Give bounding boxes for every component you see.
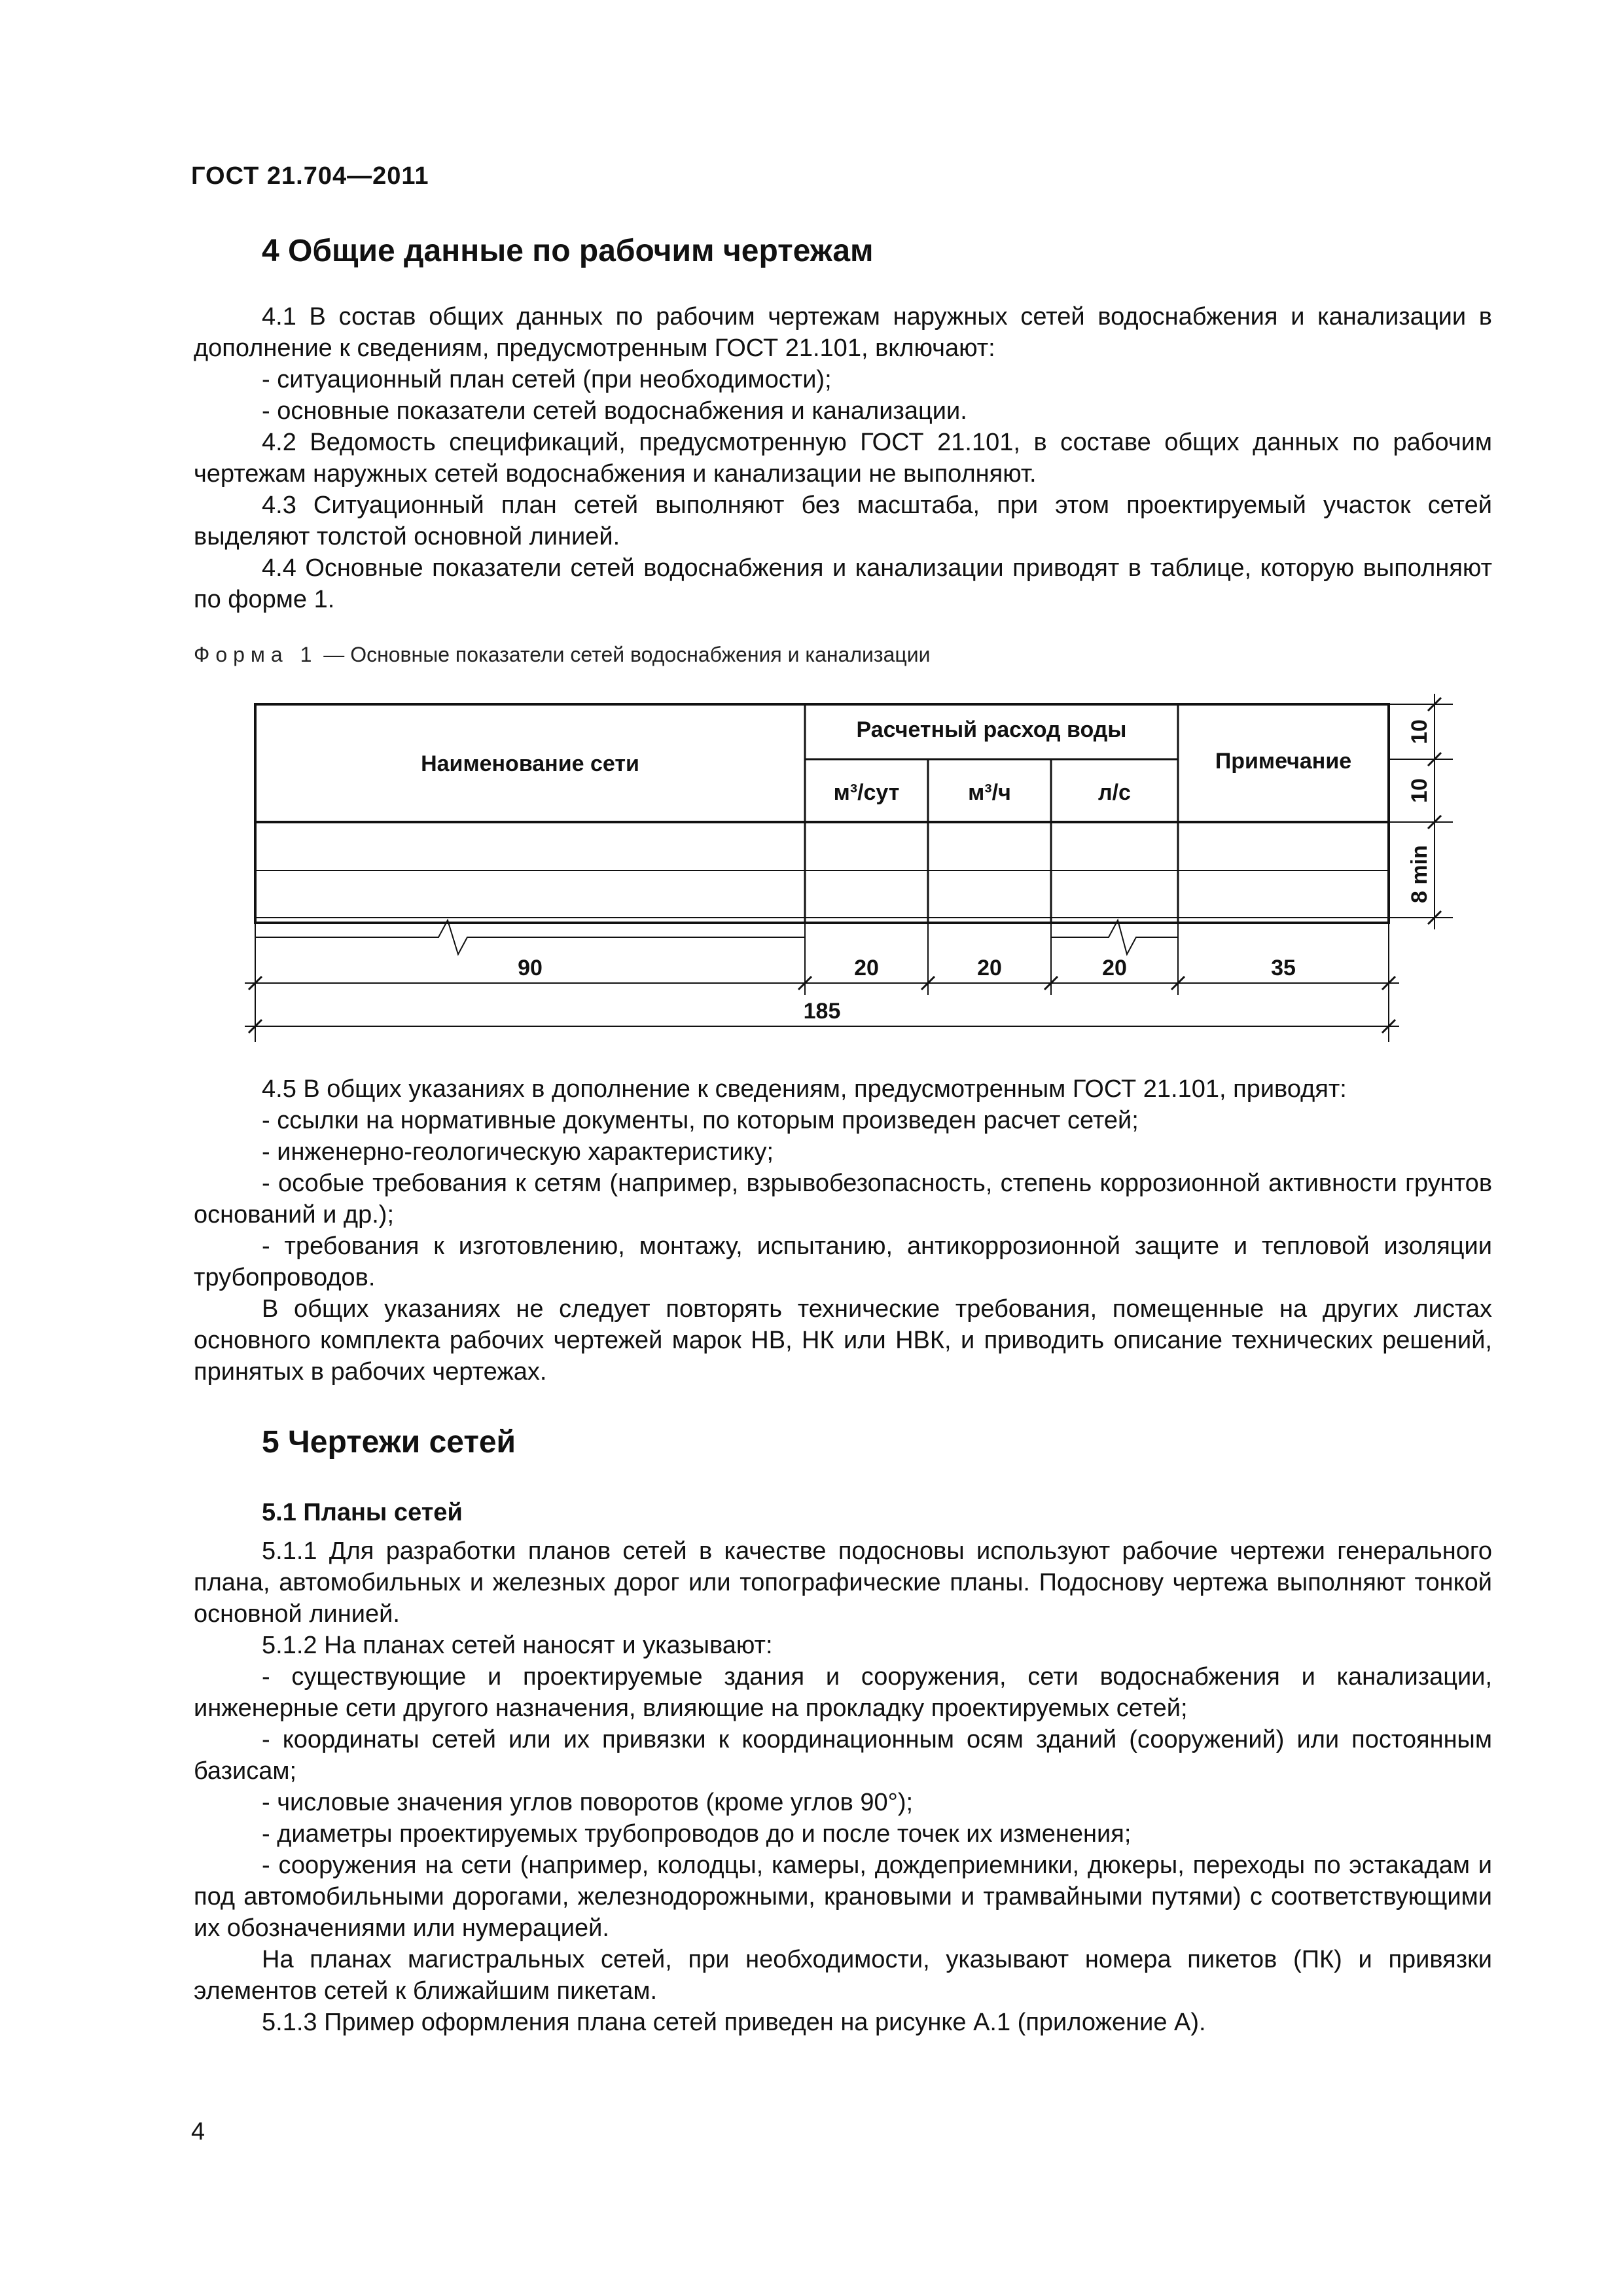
paragraph: 4.1 В состав общих данных по рабочим чертежам наружных сетей водоснабжения и канализации в дополнение к сведениям, предусмотренным ГОСТ 21.101, включают:: [194, 303, 1492, 362]
dimension-label-row1: 10: [1407, 719, 1432, 744]
paragraph: 4.4 Основные показатели сетей водоснабжения и канализации приводят в таблице, которую выполняют по форме 1.: [194, 554, 1492, 613]
document-code-header: ГОСТ 21.704—2011: [191, 162, 429, 190]
paragraph: 4.3 Ситуационный план сетей выполняют без масштаба, при этом проектируемый участок сетей выделяют толстой основной линией.: [194, 492, 1492, 550]
paragraph: 4.5 В общих указаниях в дополнение к сведениям, предусмотренным ГОСТ 21.101, приводят:: [262, 1075, 1347, 1103]
dimension-label-row-min: 8 min: [1407, 845, 1432, 903]
dimension-label-row2: 10: [1407, 778, 1432, 803]
section-5-title: 5 Чертежи сетей: [262, 1425, 516, 1460]
list-item: - существующие и проектируемые здания и сооружения, сети водоснабжения и канализации, инженерные сети другого назначения, влияющие на прокладку проектируемых сетей;: [194, 1663, 1492, 1722]
list-item: - требования к изготовлению, монтажу, испытанию, антикоррозионной защите и тепловой изоляции трубопроводов.: [194, 1232, 1492, 1291]
dimension-label-col4: 20: [1102, 956, 1127, 980]
paragraph: В общих указаниях не следует повторять технические требования, помещенные на других листах основного комплекта рабочих чертежей марок НВ, НК или НВК, и приводить описание технических решений, принятых в рабочих чертежах.: [194, 1295, 1492, 1386]
column-header-note: Примечание: [1215, 749, 1352, 774]
column-header-flow-day: м³/сут: [833, 780, 900, 805]
paragraph: 4.2 Ведомость спецификаций, предусмотренную ГОСТ 21.101, в составе общих данных по рабочим чертежам наружных сетей водоснабжения и канализации не выполняют.: [194, 429, 1492, 488]
paragraph: 5.1.1 Для разработки планов сетей в качестве подосновы используют рабочие чертежи генерального плана, автомобильных и железных дорог или топографические планы. Подоснову чертежа выполняют тонкой основной линией.: [194, 1537, 1492, 1628]
subsection-5-1-title: 5.1 Планы сетей: [262, 1499, 463, 1526]
column-header-name: Наименование сети: [421, 751, 639, 776]
list-item: - ситуационный план сетей (при необходимости);: [262, 366, 832, 393]
section-5-paragraphs: [194, 1535, 1492, 2038]
dimension-label-col5: 35: [1271, 956, 1296, 980]
break-mark: [1051, 920, 1178, 954]
section-4-title: 4 Общие данные по рабочим чертежам: [262, 234, 874, 268]
form-caption-label: Форма 1: [194, 643, 318, 666]
section-4-paragraphs-b: [194, 1073, 1492, 1388]
list-item: - сооружения на сети (например, колодцы, камеры, дождеприемники, дюкеры, переходы по эстакадам и под автомобильными дорогами, железнодорожными, крановыми и трамвайными путями) с соответствующими их обозначениями или нумерацией.: [194, 1852, 1492, 1942]
column-header-flow: Расчетный расход воды: [856, 717, 1127, 742]
paragraph: 5.1.2 На планах сетей наносят и указывают:: [262, 1632, 773, 1659]
list-item: - ссылки на нормативные документы, по которым произведен расчет сетей;: [262, 1107, 1139, 1134]
break-mark: [255, 920, 805, 954]
paragraph: 5.1.3 Пример оформления плана сетей приведен на рисунке А.1 (приложение А).: [262, 2009, 1206, 2036]
list-item: - основные показатели сетей водоснабжения и канализации.: [262, 397, 967, 425]
list-item: - диаметры проектируемых трубопроводов до и после точек их изменения;: [262, 1820, 1132, 1848]
list-item: - координаты сетей или их привязки к координационным осям зданий (сооружений) или постоянным базисам;: [194, 1726, 1492, 1785]
paragraph: На планах магистральных сетей, при необходимости, указывают номера пикетов (ПК) и привязки элементов сетей к ближайшим пикетам.: [194, 1946, 1492, 2005]
list-item: - особые требования к сетям (например, взрывобезопасность, степень коррозионной активности грунтов оснований и др.);: [194, 1170, 1492, 1229]
page-number: 4: [191, 2118, 205, 2145]
dimension-label-col2: 20: [854, 956, 879, 980]
form-1-table-drawing: [0, 0, 1623, 1073]
column-header-flow-hour: м³/ч: [968, 780, 1011, 805]
table-outer-frame: [255, 704, 1389, 923]
list-item: - инженерно-геологическую характеристику;: [262, 1138, 774, 1166]
list-item: - числовые значения углов поворотов (кроме углов 90°);: [262, 1789, 914, 1816]
dimension-label-col1: 90: [518, 956, 543, 980]
column-header-flow-sec: л/с: [1098, 780, 1131, 805]
dimension-label-col3: 20: [977, 956, 1002, 980]
dimension-label-total: 185: [803, 999, 841, 1024]
form-caption-text: — Основные показатели сетей водоснабжения и канализации: [317, 643, 931, 666]
